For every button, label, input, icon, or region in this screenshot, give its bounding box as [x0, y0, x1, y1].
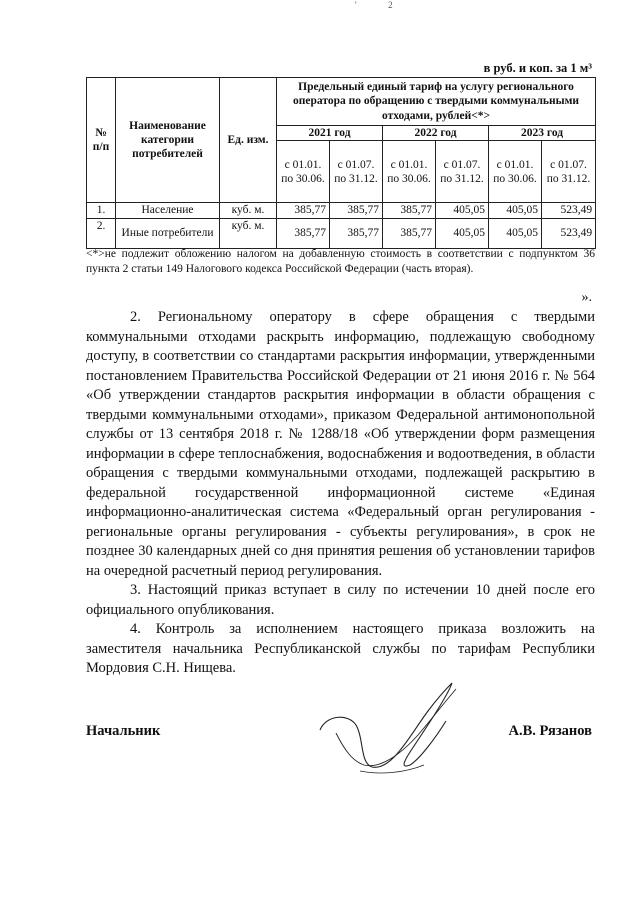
row-value: 405,05 — [436, 203, 489, 218]
header-period: с 01.01. по 30.06. — [277, 141, 330, 203]
header-year: 2022 год — [383, 126, 489, 141]
header-category: Наименование категории потребителей — [116, 78, 220, 203]
unit-caption: в руб. и коп. за 1 м³ — [483, 61, 592, 75]
page-top-marks: ' 2 — [355, 0, 393, 10]
header-year: 2021 год — [277, 126, 383, 141]
paragraph-4: 4. Контроль за исполнением настоящего приказа возложить на заместителя начальника Республиканской службы по тарифам Республики Мордовия С.Н. Нищева. — [86, 621, 595, 676]
header-num: № п/п — [87, 78, 116, 203]
row-category: Иные потребители — [116, 218, 220, 248]
row-value: 405,05 — [489, 218, 542, 248]
header-period: с 01.01. по 30.06. — [383, 141, 436, 203]
row-num: 2. — [87, 218, 116, 248]
row-num: 1. — [87, 203, 116, 218]
row-value: 405,05 — [436, 218, 489, 248]
row-value: 385,77 — [330, 218, 383, 248]
header-period: с 01.07. по 31.12. — [542, 141, 596, 203]
header-year: 2023 год — [489, 126, 596, 141]
header-period: с 01.01. по 30.06. — [489, 141, 542, 203]
row-value: 523,49 — [542, 203, 596, 218]
header-tariff: Предельный единый тариф на услугу регионального оператора по обращению с твердыми коммунальными отходами, рублей<*> — [277, 78, 596, 126]
row-value: 385,77 — [330, 203, 383, 218]
signatory-title: Начальник — [86, 723, 161, 739]
row-value: 385,77 — [383, 218, 436, 248]
row-value: 405,05 — [489, 203, 542, 218]
order-body — [86, 308, 595, 679]
row-value: 385,77 — [383, 203, 436, 218]
paragraph-3: 3. Настоящий приказ вступает в силу по истечении 10 дней после его официального опубликования. — [86, 582, 595, 618]
footnote: <*>не подлежит обложению налогом на добавленную стоимость в соответствии с подпунктом 36 пункта 2 статьи 149 Налогового кодекса Российской Федерации (часть вторая). — [86, 248, 595, 275]
row-category: Население — [116, 203, 220, 218]
table-row — [87, 218, 596, 248]
header-period: с 01.07. по 31.12. — [330, 141, 383, 203]
row-value: 523,49 — [542, 218, 596, 248]
handwritten-signature — [300, 675, 500, 785]
row-unit: куб. м. — [220, 203, 277, 218]
header-period: с 01.07. по 31.12. — [436, 141, 489, 203]
tariff-table — [86, 77, 596, 249]
row-value: 385,77 — [277, 218, 330, 248]
row-unit: куб. м. — [220, 218, 277, 248]
paragraph-2: 2. Региональному оператору в сфере обращения с твердыми коммунальными отходами раскрыть информацию, подлежащую свободному доступу, в соответствии со стандартами раскрытия информации, утвержденными постановлением Правительства Российской Федерации от 21 июня 2016 г. № 564 «Об утверждении стандартов раскрытия информации в области обращения с твердыми коммунальными отходами», приказом Федеральной антимонопольной службы от 13 сентября 2018 г. № 1288/18 «Об утверждении форм размещения информации в сфере теплоснабжения, водоснабжения и водоотведения, в области обращения с твердыми коммунальными отходами, подлежащей раскрытию в федеральной государственной информационной системе «Единая информационно-аналитическая система «Федеральный орган регулирования - региональные органы регулирования - субъекты регулирования», в срок не позднее 30 календарных дней со дня принятия решения об установлении тарифов на очередной расчетный период регулирования. — [86, 309, 595, 579]
signatory-name: А.В. Рязанов — [508, 723, 592, 739]
header-unit: Ед. изм. — [220, 78, 277, 203]
table-row — [87, 203, 596, 218]
row-value: 385,77 — [277, 203, 330, 218]
closing-quote: ». — [581, 290, 592, 305]
